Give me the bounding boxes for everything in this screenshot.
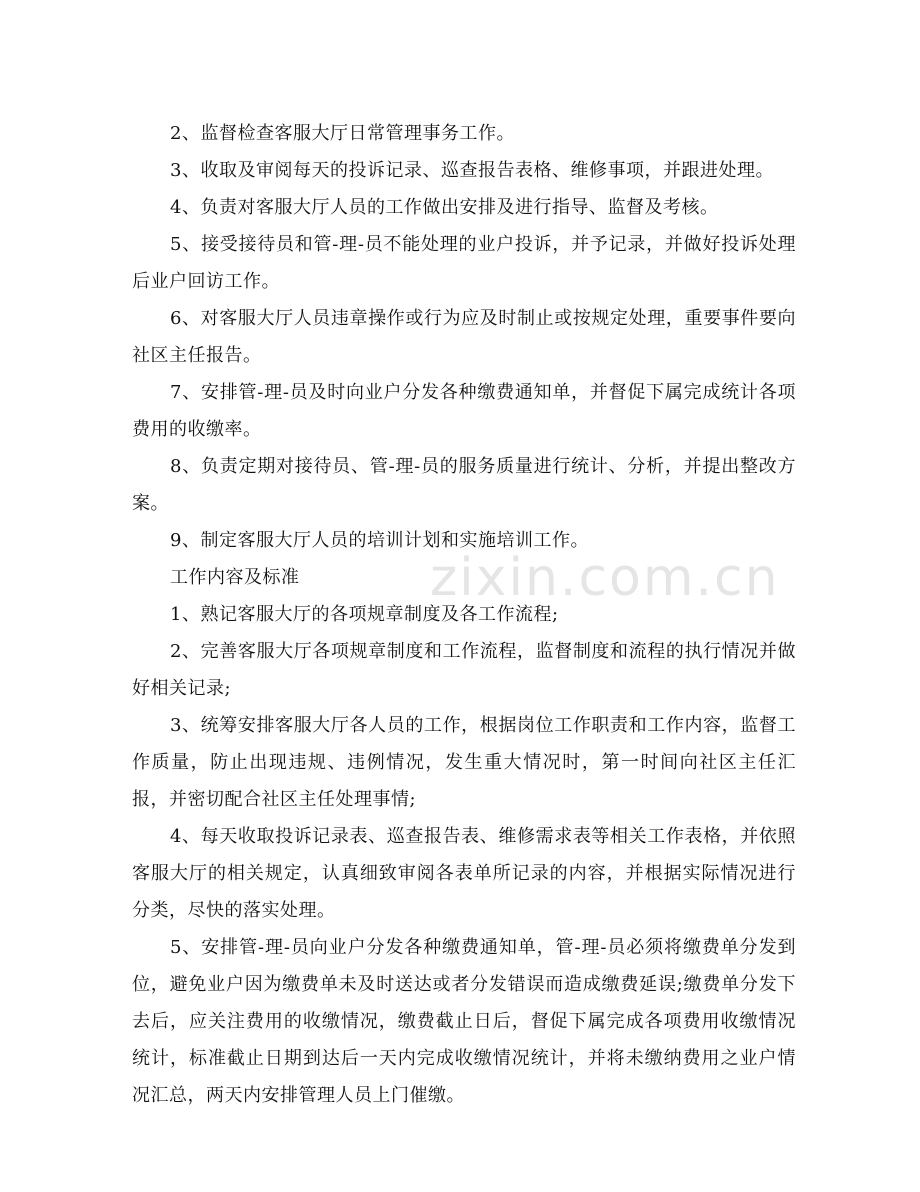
paragraph-standard-5: 5、安排管-理-员向业户分发各种缴费通知单，管-理-员必须将缴费单分发到位，避免业户因为缴费单未及时送达或者分发错误而造成缴费延误;缴费单分发下去后，应关注费用的收缴情况，缴费截止日后，督促下属完成各项费用收缴情况统计，标准截止日期到达后一天内完成收缴情况统计，并将未缴纳费用之业户情况汇总，两天内安排管理人员上门催缴。 [132, 937, 796, 1106]
paragraph-standard-3: 3、统筹安排客服大厅各人员的工作，根据岗位工作职责和工作内容，监督工作质量，防止出现违规、违例情况，发生重大情况时，第一时间向社区主任汇报，并密切配合社区主任处理事情; [132, 715, 796, 810]
paragraph-duty-6: 6、对客服大厅人员违章操作或行为应及时制止或按规定处理，重要事件要向社区主任报告。 [132, 308, 796, 366]
paragraph-duty-5: 5、接受接待员和管-理-员不能处理的业户投诉，并予记录，并做好投诉处理后业户回访工作。 [132, 234, 796, 292]
document-body [132, 115, 796, 1114]
paragraph-duty-8: 8、负责定期对接待员、管-理-员的服务质量进行统计、分析，并提出整改方案。 [132, 456, 796, 514]
watermark: zixin.com.cn [430, 548, 780, 608]
paragraph-standard-1: 1、熟记客服大厅的各项规章制度及各工作流程; [170, 604, 559, 625]
paragraph-duty-4: 4、负责对客服大厅人员的工作做出安排及进行指导、监督及考核。 [170, 197, 719, 218]
paragraph-duty-2: 2、监督检查客服大厅日常管理事务工作。 [170, 123, 515, 144]
section-heading: 工作内容及标准 [170, 567, 300, 588]
paragraph-duty-3: 3、收取及审阅每天的投诉记录、巡查报告表格、维修事项，并跟进处理。 [170, 160, 774, 181]
paragraph-duty-9: 9、制定客服大厅人员的培训计划和实施培训工作。 [170, 530, 589, 551]
paragraph-standard-2: 2、完善客服大厅各项规章制度和工作流程，监督制度和流程的执行情况并做好相关记录; [132, 641, 796, 699]
paragraph-standard-4: 4、每天收取投诉记录表、巡查报告表、维修需求表等相关工作表格，并依照客服大厅的相关规定，认真细致审阅各表单所记录的内容，并根据实际情况进行分类，尽快的落实处理。 [132, 826, 796, 921]
paragraph-duty-7: 7、安排管-理-员及时向业户分发各种缴费通知单，并督促下属完成统计各项费用的收缴率。 [132, 382, 796, 440]
